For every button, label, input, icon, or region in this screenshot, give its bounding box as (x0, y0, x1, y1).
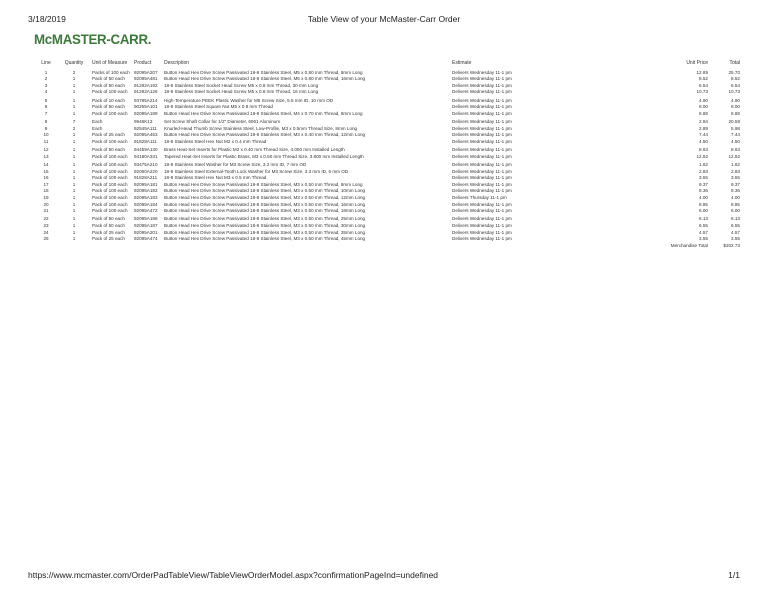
cell-unit-price: 12.85 (696, 69, 708, 75)
cell-line: 7 (44, 110, 48, 116)
table-row (34, 89, 742, 97)
cell-unit-of-measure: Pack of 50 each (92, 82, 125, 88)
cell-estimate: Delivers Wednesday 11-1 pm (452, 110, 512, 116)
cell-unit-price: 2.89 (699, 125, 708, 131)
cell-unit-price: 6.55 (699, 223, 708, 228)
cell-description: Button Head Hex Drive Screw Passivated 18-8 Stainless Steel, M3 x 0.50 mm Thread, 18mm Long (164, 208, 366, 214)
table-row (34, 82, 742, 89)
cell-line: 11 (43, 138, 49, 144)
cell-estimate: Delivers Wednesday 11-1 pm (452, 201, 512, 207)
table-row (34, 97, 742, 104)
cell-total: 6.55 (731, 223, 740, 228)
cell-unit-of-measure: Pack of 100 each (92, 168, 128, 174)
cell-description: 18-8 Stainless Steel Socket Head Screw M5 x 0.8 mm Thread, 30 mm Long (164, 82, 319, 88)
cell-estimate: Delivers Wednesday 11-1 pm (452, 69, 512, 75)
cell-line: 21 (43, 208, 49, 214)
cell-unit-price: 4.50 (699, 138, 708, 144)
cell-line: 22 (43, 216, 49, 222)
cell-product[interactable]: 91828A111 (134, 138, 157, 144)
cell-quantity: 1 (72, 223, 76, 228)
cell-estimate: Delivers Wednesday 11-1 pm (452, 168, 512, 174)
cell-description: Button Head Hex Drive Screw Passivated 18-8 Stainless Steel, M3 x 0.50 mm Thread, 10mm Long (164, 188, 366, 194)
cell-unit-of-measure: Pack of 100 each (92, 89, 128, 95)
cell-unit-of-measure: Pack of 50 each (92, 216, 125, 222)
cell-unit-price: 6.89 (699, 110, 708, 116)
cell-product[interactable]: 92095A182 (134, 188, 158, 194)
cell-estimate: Delivers Wednesday 11-1 pm (452, 229, 512, 235)
cell-product[interactable]: 92095A186 (134, 216, 158, 222)
cell-unit-price: 9.37 (699, 181, 708, 187)
cell-unit-of-measure: Pack of 50 each (92, 147, 125, 153)
cell-total: 3.55 (731, 175, 740, 181)
cell-product[interactable]: 93785A214 (134, 97, 158, 103)
cell-description: Button Head Hex Drive Screw Passivated 18-8 Stainless Steel, M3 x 0.50 mm Thread, 25mm Long (164, 216, 366, 222)
col-header-line: Line (41, 60, 51, 66)
cell-line: 5 (44, 97, 48, 103)
cell-description: Brass Heat-Set Inserts for Plastic M2 x 0.40 mm Thread Size, 4.000 mm Installed Length (164, 147, 345, 153)
cell-estimate: Delivers Wednesday 11-1 pm (452, 76, 512, 82)
cell-product[interactable]: 92095A184 (134, 201, 158, 207)
cell-total: 6.13 (731, 216, 740, 222)
cell-description: Button Head Hex Drive Screw Passivated 18-8 Stainless Steel, M5 x 0.80 mm Thread, 16mm Long (164, 76, 366, 82)
col-header-description: Description (164, 60, 190, 66)
cell-unit-of-measure: Pack of 25 each (92, 229, 125, 235)
cell-estimate: Delivers Wednesday 11-1 pm (452, 175, 512, 181)
cell-total: 4.90 (731, 97, 740, 103)
table-row (34, 69, 742, 76)
table-row (34, 153, 742, 161)
cell-description: Knurled-Head Thumb Screw Stainless Steel, Low-Profile, M3 x 0.5mm Thread Size, 8mm Long (164, 125, 358, 131)
cell-total: 8.36 (731, 188, 740, 194)
cell-total: 25.70 (728, 69, 740, 75)
cell-product[interactable]: 93475A210 (134, 161, 158, 167)
cell-quantity: 1 (72, 138, 76, 144)
cell-quantity: 1 (72, 153, 76, 159)
cell-description: 18-8 Stainless Steel External-Tooth Lock Washer for M3 Screw Size, 3.3 mm ID, 6 mm OD (164, 168, 349, 174)
cell-estimate: Delivers Wednesday 11-1 pm (452, 208, 512, 214)
cell-quantity: 1 (72, 175, 76, 181)
cell-quantity: 1 (72, 194, 76, 200)
cell-description: Button Head Hex Drive Screw Passivated 18-8 Stainless Steel, M5 x 0.80 mm Thread, 8mm Long (164, 69, 363, 75)
cell-product[interactable]: 92095A453 (134, 132, 158, 138)
table-row (34, 132, 742, 139)
table-row (34, 188, 742, 195)
cell-unit-of-measure: Pack of 100 each (92, 175, 128, 181)
table-row (34, 110, 742, 118)
cell-description: Button Head Hex Drive Screw Passivated 18-8 Stainless Steel, M3 x 0.50 mm Thread, 16mm Long (164, 201, 366, 207)
cell-line: 12 (43, 147, 49, 153)
table-row (34, 125, 742, 132)
cell-estimate: Delivers Wednesday 11-1 pm (452, 147, 512, 153)
cell-line: 18 (43, 188, 49, 194)
cell-description: 18-8 Stainless Steel Washer for M3 Screw Size, 3.2 mm ID, 7 mm OD (164, 161, 307, 167)
cell-line: 4 (44, 89, 48, 95)
cell-line: 9 (44, 125, 48, 131)
col-header-unit-of-measure: Unit of Measure (92, 60, 128, 66)
cell-estimate: Delivers Wednesday 11-1 pm (452, 223, 512, 228)
cell-unit-of-measure: Pack of 10 each (92, 97, 125, 103)
cell-total: 4.57 (731, 229, 740, 235)
cell-total: 8.52 (731, 76, 740, 82)
table-row (34, 161, 742, 168)
table-row (34, 201, 742, 208)
cell-unit-price: 3.55 (699, 175, 708, 181)
cell-line: 17 (43, 181, 49, 187)
cell-total: 8.63 (731, 147, 740, 153)
table-row (34, 181, 742, 188)
cell-line: 15 (43, 168, 49, 174)
cell-total: 6.89 (731, 110, 740, 116)
cell-description: 18-8 Stainless Steel Hex Nut M2 x 0.4 mm Thread (164, 138, 267, 144)
cell-estimate: Delivers Wednesday 11-1 pm (452, 236, 512, 242)
cell-product[interactable]: 92095A481 (134, 76, 158, 82)
cell-description: Button Head Hex Drive Screw Passivated 18-8 Stainless Steel, M3 x 0.50 mm Thread, 8mm Long (164, 181, 363, 187)
cell-unit-price: 12.92 (696, 153, 708, 159)
cell-description: High-Temperature PEEK Plastic Washer for M5 Screw Size, 5.5 mm ID, 10 mm OD (164, 97, 334, 103)
cell-estimate: Delivers Wednesday 11-1 pm (452, 153, 512, 159)
cell-estimate: Delivers Wednesday 11-1 pm (452, 104, 512, 110)
cell-quantity: 1 (72, 188, 76, 194)
summary-row (34, 242, 742, 249)
cell-line: 20 (43, 201, 49, 207)
cell-estimate: Delivers Wednesday 11-1 pm (452, 82, 512, 88)
cell-quantity: 1 (72, 110, 76, 116)
order-rows (34, 69, 742, 242)
merchandise-total-value: $202.73 (723, 242, 740, 248)
page-title: Table View of your McMaster-Carr Order (307, 14, 461, 24)
cell-total: 20.58 (728, 119, 740, 125)
cell-estimate: Delivers Wednesday 11-1 pm (452, 119, 512, 125)
col-header-estimate: Estimate (452, 60, 472, 66)
col-header-quantity: Quantity (64, 60, 84, 66)
cell-quantity: 1 (72, 76, 76, 82)
cell-unit-price: 8.63 (699, 147, 708, 153)
cell-product[interactable]: 94180A331 (134, 153, 158, 159)
cell-unit-of-measure: Pack of 100 each (92, 153, 128, 159)
col-header-unit-price: Unit Price (686, 60, 708, 66)
cell-quantity: 1 (72, 132, 76, 138)
cell-unit-price: 6.13 (699, 216, 708, 222)
cell-quantity: 1 (72, 147, 76, 153)
cell-unit-of-measure: Pack of 100 each (92, 201, 128, 207)
cell-unit-price: 6.00 (699, 208, 708, 214)
cell-unit-price: 8.52 (699, 76, 708, 82)
cell-total: 6.54 (731, 82, 740, 88)
cell-unit-of-measure: Pack of 100 each (92, 208, 128, 214)
cell-total: 7.44 (731, 132, 740, 138)
table-row (34, 138, 742, 146)
cell-estimate: Delivers Wednesday 11-1 pm (452, 181, 512, 187)
cell-unit-of-measure: Pack of 100 each (92, 110, 128, 116)
cell-total: 5.98 (731, 125, 740, 131)
cell-unit-of-measure: Each (92, 125, 103, 131)
cell-unit-of-measure: Pack of 100 each (92, 161, 128, 167)
cell-unit-price: 4.57 (699, 229, 708, 235)
col-header-total: Total (729, 60, 740, 66)
page-number: 1/1 (728, 570, 740, 580)
col-header-product: Product (134, 60, 152, 66)
cell-total: 9.37 (731, 181, 740, 187)
cell-total: 6.00 (731, 208, 740, 214)
cell-total: 8.85 (731, 201, 740, 207)
cell-quantity: 1 (72, 201, 76, 207)
cell-total: 12.92 (728, 153, 740, 159)
table-row (34, 168, 742, 175)
cell-product[interactable]: 9946K13 (134, 119, 153, 125)
cell-line: 24 (43, 229, 49, 235)
cell-description: 18-8 Stainless Steel Hex Nut M3 x 0.5 mm Thread (164, 175, 267, 181)
cell-total: 1.62 (731, 161, 740, 167)
cell-unit-price: 3.55 (699, 236, 708, 242)
cell-unit-price: 2.83 (699, 168, 708, 174)
print-date: 3/18/2019 (28, 14, 66, 24)
cell-unit-price: 4.00 (699, 194, 708, 200)
cell-quantity: 1 (72, 236, 76, 242)
cell-quantity: 1 (72, 97, 76, 103)
cell-description: Button Head Hex Drive Screw Passivated 18-8 Stainless Steel, M4 x 0.70 mm Thread, 8mm Long (164, 110, 363, 116)
cell-unit-price: 8.36 (699, 188, 708, 194)
table-row (34, 194, 742, 201)
cell-product[interactable]: 92095A187 (134, 223, 158, 228)
cell-unit-of-measure: Pack of 50 each (92, 223, 125, 228)
table-row (34, 147, 742, 154)
table-row (34, 236, 742, 243)
cell-estimate: Delivers Wednesday 11-1 pm (452, 188, 512, 194)
cell-unit-price: 10.73 (696, 89, 708, 95)
cell-description: 18-8 Stainless Steel Socket Head Screw M5 x 0.8 mm Thread, 16 mm Long (164, 89, 319, 95)
cell-description: Button Head Hex Drive Screw Passivated 18-8 Stainless Steel, M3 x 0.50 mm Thread, 35mm Long (164, 229, 366, 235)
cell-estimate: Delivers Wednesday 11-1 pm (452, 138, 512, 144)
cell-line: 25 (43, 236, 49, 242)
cell-total: 4.50 (731, 138, 740, 144)
cell-line: 13 (43, 153, 49, 159)
cell-description: Button Head Hex Drive Screw Passivated 18-8 Stainless Steel, M3 x 0.50 mm Thread, 30mm Long (164, 223, 366, 228)
cell-unit-of-measure: Pack of 50 each (92, 104, 125, 110)
cell-description: Tapered Heat-Set Inserts for Plastic Brass, M3 x 0.50 mm Thread Size, 3.800 mm Installed Length (164, 153, 364, 159)
table-row (34, 119, 742, 126)
merchandise-total-label: Merchandise Total (670, 242, 708, 248)
cell-product[interactable]: 92095A181 (134, 181, 158, 187)
cell-unit-price: 8.85 (699, 201, 708, 207)
cell-product[interactable]: 92095A189 (134, 110, 158, 116)
cell-quantity: 2 (72, 125, 76, 131)
cell-estimate: Delivers Wednesday 11-1 pm (452, 132, 512, 138)
cell-description: Button Head Hex Drive Screw Passivated 18-8 Stainless Steel, M3 x 0.40 mm Thread, 12mm Long (164, 132, 366, 138)
cell-total: 2.83 (731, 168, 740, 174)
cell-unit-price: 1.62 (699, 161, 708, 167)
table-row (34, 208, 742, 216)
cell-unit-price: 4.90 (699, 97, 708, 103)
cell-unit-of-measure: Pack of 50 each (92, 76, 125, 82)
cell-product[interactable]: 91292A192 (134, 82, 158, 88)
table-row (34, 223, 742, 230)
cell-description: Set Screw Shaft Collar for 1/2" Diameter, 6061 Aluminum (164, 119, 281, 125)
cell-unit-of-measure: Pack of 100 each (92, 194, 128, 200)
cell-unit-of-measure: Each (92, 119, 103, 125)
cell-product[interactable]: 92095A474 (134, 236, 158, 242)
cell-line: 16 (43, 175, 49, 181)
cell-product[interactable]: 92095A207 (134, 69, 158, 75)
order-table (34, 60, 742, 249)
cell-estimate: Delivers Wednesday 11-1 pm (452, 89, 512, 95)
cell-product[interactable]: 90255A101 (134, 104, 158, 110)
cell-product[interactable]: 92060A220 (134, 168, 158, 174)
cell-unit-price: 8.00 (699, 104, 708, 110)
cell-description: 18-8 Stainless Steel Square Nut M5 x 0.8 mm Thread (164, 104, 273, 110)
cell-total: 8.00 (731, 104, 740, 110)
table-row (34, 175, 742, 182)
cell-quantity: 1 (72, 89, 76, 95)
cell-quantity: 1 (72, 216, 76, 222)
mcmaster-carr-logo: McMASTER-CARR. (34, 31, 152, 47)
cell-line: 19 (43, 194, 49, 200)
cell-line: 23 (43, 223, 49, 228)
footer-url: https://www.mcmaster.com/OrderPadTableView/TableViewOrderModel.aspx?confirmationPageInd=undefined (28, 570, 439, 580)
cell-total: 10.73 (728, 89, 740, 95)
cell-unit-of-measure: Pack of 25 each (92, 236, 125, 242)
cell-quantity: 7 (72, 119, 76, 125)
cell-line: 14 (43, 161, 49, 167)
cell-unit-of-measure: Packs of 100 each (92, 69, 130, 75)
cell-line: 2 (44, 76, 48, 82)
cell-quantity: 1 (72, 168, 76, 174)
cell-quantity: 1 (72, 104, 76, 110)
cell-unit-of-measure: Pack of 100 each (92, 188, 128, 194)
cell-estimate: Delivers Wednesday 11-1 pm (452, 161, 512, 167)
cell-quantity: 1 (72, 208, 76, 214)
table-row (34, 229, 742, 236)
cell-total: 3.55 (731, 236, 740, 242)
cell-quantity: 1 (72, 161, 76, 167)
cell-product[interactable]: 91828A211 (134, 175, 158, 181)
cell-line: 1 (44, 69, 48, 75)
cell-quantity: 2 (72, 69, 76, 75)
cell-product[interactable]: 91292A126 (134, 89, 158, 95)
cell-estimate: Delivers Wednesday 11-1 pm (452, 125, 512, 131)
cell-unit-of-measure: Pack of 100 each (92, 181, 128, 187)
cell-line: 3 (44, 82, 48, 88)
cell-estimate: Delivers Wednesday 11-1 pm (452, 97, 512, 103)
cell-product[interactable]: 94459A130 (134, 147, 158, 153)
cell-description: Button Head Hex Drive Screw Passivated 18-8 Stainless Steel, M3 x 0.50 mm Thread, 45mm Long (164, 236, 366, 242)
table-row (34, 216, 742, 223)
cell-quantity: 1 (72, 229, 76, 235)
cell-unit-price: 6.54 (699, 82, 708, 88)
cell-product[interactable]: 92545A111 (134, 125, 157, 131)
cell-estimate: Delivers Thursday 11-1 pm (452, 194, 507, 200)
cell-product[interactable]: 92095A201 (134, 229, 158, 235)
cell-estimate: Delivers Wednesday 11-1 pm (452, 216, 512, 222)
table-header-row (34, 60, 742, 69)
cell-description: Button Head Hex Drive Screw Passivated 18-8 Stainless Steel, M3 x 0.50 mm Thread, 12mm Long (164, 194, 366, 200)
cell-unit-of-measure: Pack of 25 each (92, 132, 125, 138)
cell-product[interactable]: 92095A183 (134, 194, 158, 200)
cell-quantity: 1 (72, 82, 76, 88)
cell-unit-price: 2.94 (699, 119, 708, 125)
cell-unit-price: 7.44 (699, 132, 708, 138)
table-row (34, 76, 742, 83)
cell-line: 6 (44, 104, 48, 110)
cell-line: 10 (43, 132, 49, 138)
cell-unit-of-measure: Pack of 100 each (92, 138, 128, 144)
table-row (34, 104, 742, 111)
cell-quantity: 1 (72, 181, 76, 187)
cell-line: 8 (44, 119, 48, 125)
cell-product[interactable]: 92095A472 (134, 208, 158, 214)
cell-total: 4.00 (731, 194, 740, 200)
